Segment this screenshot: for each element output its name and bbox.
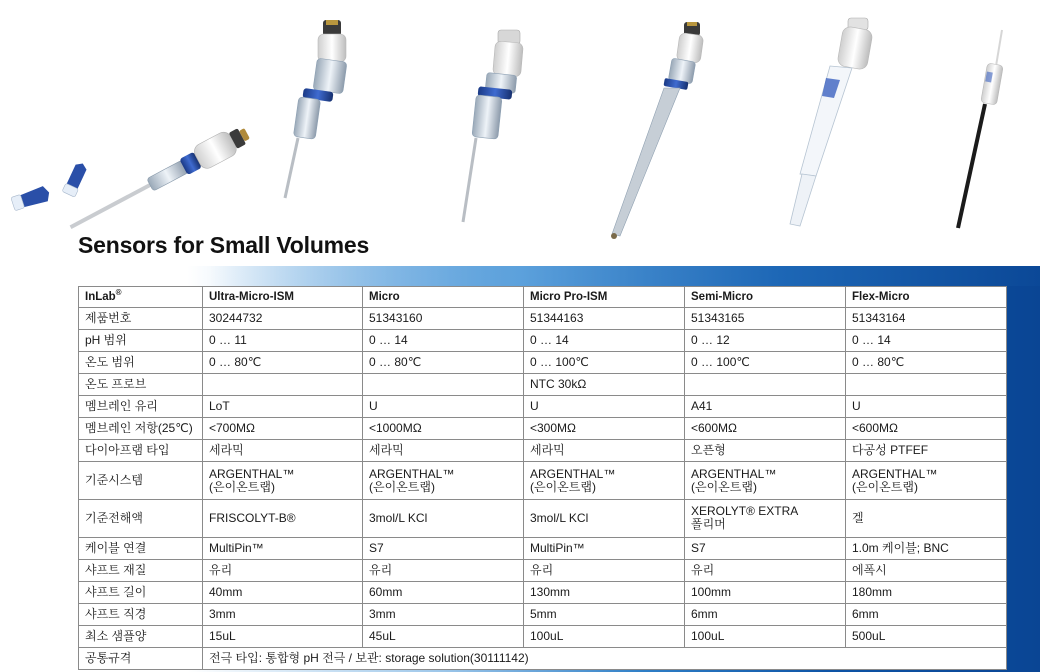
table-cell: 0 … 80℃	[363, 352, 524, 374]
table-cell: 51343160	[363, 308, 524, 330]
table-row	[79, 418, 1007, 440]
header-model: Flex-Micro	[846, 287, 1007, 308]
table-cell: 유리	[685, 559, 846, 581]
table-cell: 오픈형	[685, 440, 846, 462]
table-row	[79, 330, 1007, 352]
table-cell: LoT	[203, 396, 363, 418]
cell-line: ARGENTHAL™	[209, 466, 295, 481]
table-cell: 0 … 14	[846, 330, 1007, 352]
cell-line: 겔	[852, 510, 864, 525]
table-row	[79, 559, 1007, 581]
sensor-micro-vertical-image-1	[285, 20, 347, 198]
table-cell: MultiPin™	[203, 537, 363, 559]
table-cell: 0 … 80℃	[846, 352, 1007, 374]
spec-table	[78, 286, 1007, 670]
table-row	[79, 499, 1007, 537]
cell-line: FRISCOLYT-B®	[209, 510, 296, 525]
cell-line: (은이온트랩)	[530, 479, 596, 494]
table-cell: <300MΩ	[524, 418, 685, 440]
row-label: 제품번호	[79, 308, 203, 330]
cell-line: (은이온트랩)	[691, 479, 757, 494]
table-row	[79, 396, 1007, 418]
table-cell: 100uL	[524, 625, 685, 647]
table-row	[79, 352, 1007, 374]
row-label: 기준전해액	[79, 499, 203, 537]
header-model: Ultra-Micro-ISM	[203, 287, 363, 308]
sensor-flex-micro-image	[958, 30, 1003, 228]
row-label: 케이블 연결	[79, 537, 203, 559]
row-label: 온도 프로브	[79, 374, 203, 396]
sensor-semi-micro-image	[790, 18, 873, 226]
table-cell: U	[846, 396, 1007, 418]
table-cell: S7	[685, 537, 846, 559]
table-cell	[363, 499, 524, 537]
table-cell: 40mm	[203, 581, 363, 603]
table-cell: 0 … 100℃	[524, 352, 685, 374]
table-cell: A41	[685, 396, 846, 418]
table-cell: 3mm	[363, 603, 524, 625]
table-cell: 유리	[524, 559, 685, 581]
blue-gradient-band-top	[0, 266, 1040, 286]
table-cell: 30244732	[203, 308, 363, 330]
table-cell: 0 … 14	[524, 330, 685, 352]
table-cell: 6mm	[685, 603, 846, 625]
table-cell	[685, 374, 846, 396]
row-label: 다이아프램 타입	[79, 440, 203, 462]
table-cell	[846, 462, 1007, 500]
table-cell: 0 … 100℃	[685, 352, 846, 374]
table-cell: 0 … 80℃	[203, 352, 363, 374]
cell-line: 3mol/L KCl	[369, 510, 428, 525]
table-cell	[363, 374, 524, 396]
cell-line: ARGENTHAL™	[852, 466, 938, 481]
sensor-ultra-micro-ism-image	[11, 122, 254, 239]
row-label: 멤브레인 저항(25℃)	[79, 418, 203, 440]
table-cell: 유리	[203, 559, 363, 581]
table-cell	[524, 462, 685, 500]
table-cell: 100uL	[685, 625, 846, 647]
table-row	[79, 603, 1007, 625]
table-cell: 51343164	[846, 308, 1007, 330]
header-row	[79, 287, 1007, 308]
table-cell: NTC 30kΩ	[524, 374, 685, 396]
table-cell	[524, 499, 685, 537]
cell-line: 3mol/L KCl	[530, 510, 589, 525]
table-cell	[685, 499, 846, 537]
page-title: Sensors for Small Volumes	[78, 232, 370, 258]
row-label: 멤브레인 유리	[79, 396, 203, 418]
header-inlab-text: InLab®	[85, 287, 122, 303]
cell-line: (은이온트랩)	[209, 479, 275, 494]
table-row	[79, 308, 1007, 330]
table-cell	[203, 499, 363, 537]
table-cell: 세라믹	[203, 440, 363, 462]
table-cell: 100mm	[685, 581, 846, 603]
sensor-micro-pro-ism-image	[611, 22, 704, 239]
table-cell: 500uL	[846, 625, 1007, 647]
table-cell: 45uL	[363, 625, 524, 647]
footer-row	[79, 647, 1007, 669]
table-cell: <700MΩ	[203, 418, 363, 440]
table-cell: U	[363, 396, 524, 418]
row-label: pH 범위	[79, 330, 203, 352]
row-label: 샤프트 직경	[79, 603, 203, 625]
table-row	[79, 581, 1007, 603]
table-cell: <1000MΩ	[363, 418, 524, 440]
table-cell: 60mm	[363, 581, 524, 603]
table-cell	[846, 374, 1007, 396]
table-cell	[203, 462, 363, 500]
cell-line: ARGENTHAL™	[530, 466, 616, 481]
table-cell: 51344163	[524, 308, 685, 330]
table-cell: 유리	[363, 559, 524, 581]
table-cell: 다공성 PTFEF	[846, 440, 1007, 462]
table-cell: 0 … 12	[685, 330, 846, 352]
table-cell: 0 … 14	[363, 330, 524, 352]
table-cell: 51343165	[685, 308, 846, 330]
table-row	[79, 440, 1007, 462]
cell-line: XEROLYT® EXTRA	[691, 504, 799, 519]
registered-mark: ®	[115, 287, 122, 297]
header-model: Micro	[363, 287, 524, 308]
table-cell	[363, 462, 524, 500]
cell-line: ARGENTHAL™	[691, 466, 777, 481]
table-cell: <600MΩ	[685, 418, 846, 440]
sensor-images	[0, 0, 1040, 240]
table-cell: 5mm	[524, 603, 685, 625]
table-row	[79, 537, 1007, 559]
header-inlab	[79, 287, 203, 308]
row-label: 온도 범위	[79, 352, 203, 374]
header-model: Semi-Micro	[685, 287, 846, 308]
table-cell: 세라믹	[363, 440, 524, 462]
table-row	[79, 462, 1007, 500]
table-row	[79, 625, 1007, 647]
footer-label: 공통규격	[79, 647, 203, 669]
table-cell: 에폭시	[846, 559, 1007, 581]
sensor-micro-vertical-image-2	[463, 30, 523, 222]
table-cell: 1.0m 케이블; BNC	[846, 537, 1007, 559]
table-cell: 130mm	[524, 581, 685, 603]
cell-line: 폴리머	[691, 517, 726, 532]
row-label: 최소 샘플양	[79, 625, 203, 647]
table-cell: S7	[363, 537, 524, 559]
cell-line: ARGENTHAL™	[369, 466, 455, 481]
table-row	[79, 374, 1007, 396]
table-cell: 3mm	[203, 603, 363, 625]
table-cell	[203, 374, 363, 396]
table-cell: <600MΩ	[846, 418, 1007, 440]
cell-line: (은이온트랩)	[852, 479, 918, 494]
table-cell: 180mm	[846, 581, 1007, 603]
table-cell: MultiPin™	[524, 537, 685, 559]
row-label: 기준시스템	[79, 462, 203, 500]
cell-line: (은이온트랩)	[369, 479, 435, 494]
table-cell: 6mm	[846, 603, 1007, 625]
table-cell: U	[524, 396, 685, 418]
table-cell: 0 … 11	[203, 330, 363, 352]
row-label: 샤프트 재질	[79, 559, 203, 581]
table-cell	[685, 462, 846, 500]
row-label: 샤프트 길이	[79, 581, 203, 603]
header-model: Micro Pro-ISM	[524, 287, 685, 308]
table-cell	[846, 499, 1007, 537]
footer-value: 전극 타입: 통합형 pH 전극 / 보관: storage solution(30111142)	[203, 647, 1007, 669]
table-cell: 15uL	[203, 625, 363, 647]
table-cell: 세라믹	[524, 440, 685, 462]
